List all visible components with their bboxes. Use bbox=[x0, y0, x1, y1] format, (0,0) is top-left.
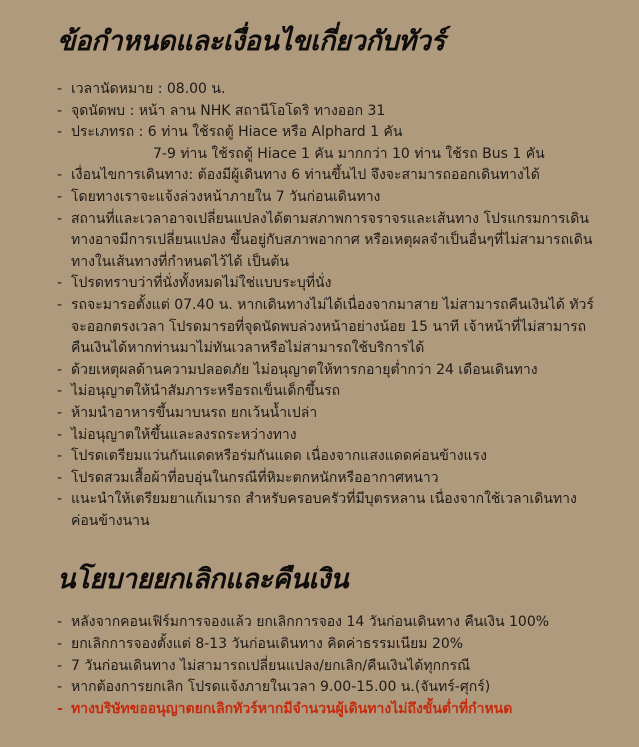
list-item: - หลังจากคอนเฟิร์มการจองแล้ว ยกเลิกการจอง 14 วันก่อนเดินทาง คืนเงิน 100% bbox=[57, 612, 597, 634]
list-item: - หากต้องการยกเลิก โปรดแจ้งภายในเวลา 9.00-15.00 น.(จันทร์-ศุกร์) bbox=[57, 677, 597, 699]
page-content bbox=[57, 22, 597, 720]
list-item: - โปรดเตรียมแว่นกันแดดหรือร่มกันแดด เนื่องจากแสงแดดค่อนข้างแรง bbox=[57, 446, 597, 468]
cancellation-list bbox=[57, 612, 597, 720]
list-item: - ห้ามนำอาหารขึ้นมาบนรถ ยกเว้นน้ำเปล่า bbox=[57, 403, 597, 425]
list-item: - ไม่อนุญาตให้ขึ้นและลงรถระหว่างทาง bbox=[57, 425, 597, 447]
terms-heading: ข้อกำหนดและเงื่อนไขเกี่ยวกับทัวร์ bbox=[57, 26, 445, 57]
list-item: - โปรดทราบว่าที่นั่งทั้งหมดไม่ใช่แบบระบุที่นั่ง bbox=[57, 273, 597, 295]
list-item: - ประเภทรถ : 6 ท่าน ใช้รถตู้ Hiace หรือ Alphard 1 คัน bbox=[57, 122, 597, 144]
warning-list-item: - ทางบริษัทขออนุญาตยกเลิกทัวร์หากมีจำนวนผู้เดินทางไม่ถึงขั้นต่ำที่กำหนด bbox=[57, 699, 597, 721]
list-item: - โดยทางเราจะแจ้งล่วงหน้าภายใน 7 วันก่อนเดินทาง bbox=[57, 187, 597, 209]
list-item: - แนะนำให้เตรียมยาแก้เมารถ สำหรับครอบครัวที่มีบุตรหลาน เนื่องจากใช้เวลาเดินทางค่อนข้างนาน bbox=[57, 489, 597, 532]
list-item: - รถจะมารอตั้งแต่ 07.40 น. หากเดินทางไม่ได้เนื่องจากมาสาย ไม่สามารถคืนเงินได้ ทัวร์จะออกตรงเวลา โปรดมารอที่จุดนัดพบล่วงหน้าอย่างน้อย 15 นาที เจ้าหน้าที่ไม่สามารถคืนเงินได้หากท่านมาไม่ทันเวลาหรือไม่สามารถใช้บริการได้ bbox=[57, 295, 597, 360]
list-item: - ยกเลิกการจองตั้งแต่ 8-13 วันก่อนเดินทาง คิดค่าธรรมเนียม 20% bbox=[57, 634, 597, 656]
list-item-continuation: 7-9 ท่าน ใช้รถตู้ Hiace 1 คัน มากกว่า 10 ท่าน ใช้รถ Bus 1 คัน bbox=[153, 145, 545, 162]
list-item: - ไม่อนุญาตให้นำสัมภาระหรือรถเข็นเด็กขึ้นรถ bbox=[57, 381, 597, 403]
list-item: - จุดนัดพบ : หน้า ลาน NHK สถานีโอโดริ ทางออก 31 bbox=[57, 101, 597, 123]
list-item: - เวลานัดหมาย : 08.00 น. bbox=[57, 79, 597, 101]
terms-list bbox=[57, 79, 597, 532]
list-item: - โปรดสวมเสื้อผ้าที่อบอุ่นในกรณีที่หิมะตกหนักหรืออากาศหนาว bbox=[57, 468, 597, 490]
list-item: - เงื่อนไขการเดินทาง: ต้องมีผู้เดินทาง 6 ท่านขึ้นไป จึงจะสามารถออกเดินทางได้ bbox=[57, 165, 597, 187]
list-item: - ด้วยเหตุผลด้านความปลอดภัย ไม่อนุญาตให้ทารกอายุต่ำกว่า 24 เดือนเดินทาง bbox=[57, 360, 597, 382]
cancellation-heading: นโยบายยกเลิกและคืนเงิน bbox=[57, 564, 349, 596]
list-item: - สถานที่และเวลาอาจเปลี่ยนแปลงได้ตามสภาพการจราจรและเส้นทาง โปรแกรมการเดินทางอาจมีการเปลี่ยนแปลง ขึ้นอยู่กับสภาพอากาศ หรือเหตุผลจำเป็นอื่นๆที่ไม่สามารถเดินทางในเส้นทางที่กำหนดไว้ได้ เป็นต้น bbox=[57, 209, 597, 274]
list-item: - 7 วันก่อนเดินทาง ไม่สามารถเปลี่ยนแปลง/ยกเลิก/คืนเงินได้ทุกกรณี bbox=[57, 656, 597, 678]
